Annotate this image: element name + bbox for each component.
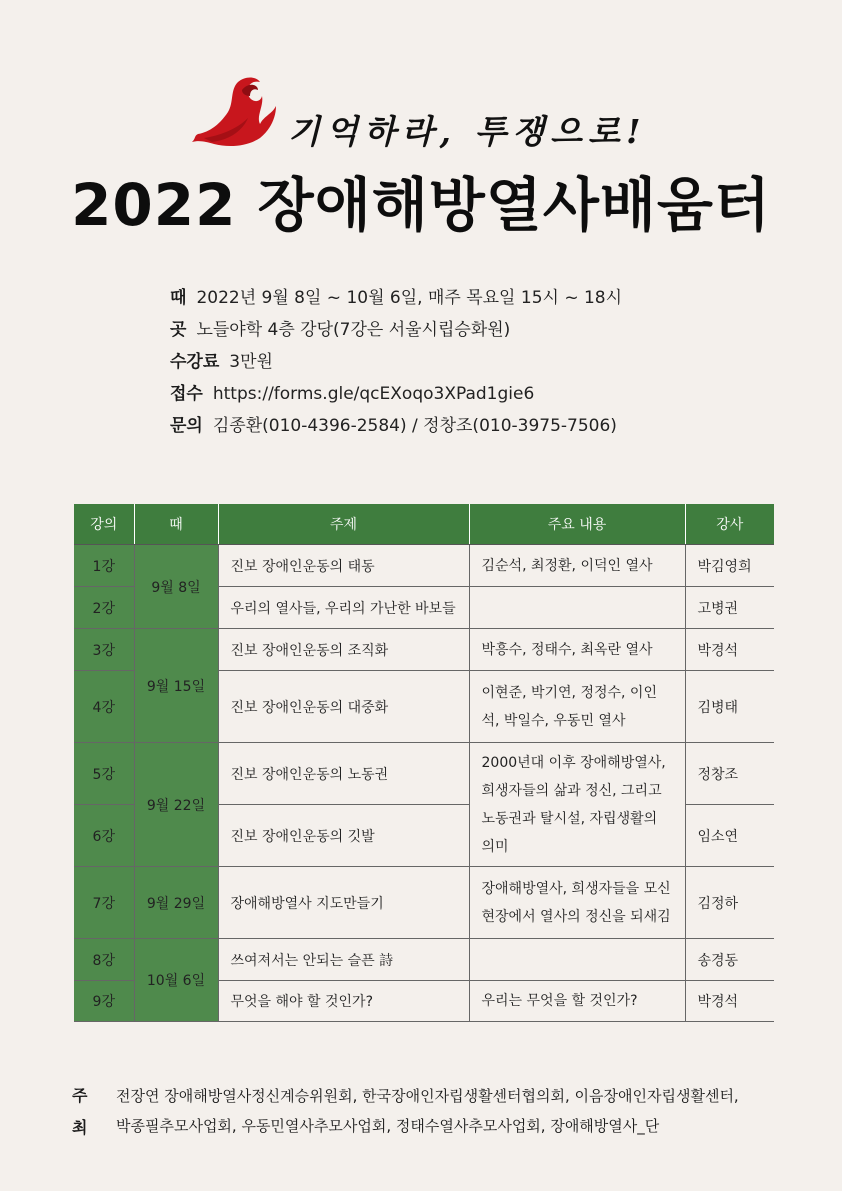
lecture-date: 9월 29일 (134, 867, 218, 939)
column-header-date: 때 (134, 504, 218, 545)
flame-icon (190, 72, 290, 152)
column-header-content: 주요 내용 (469, 504, 685, 545)
lecture-number: 8강 (74, 939, 134, 981)
info-value: 김종환(010-4396-2584) / 정창조(010-3975-7506) (212, 416, 617, 436)
lecture-topic: 진보 장애인운동의 태동 (218, 545, 469, 587)
lecture-topic: 진보 장애인운동의 조직화 (218, 629, 469, 671)
info-row-registration (170, 378, 622, 410)
lecture-content: 박흥수, 정태수, 최옥란 열사 (469, 629, 685, 671)
table-row (74, 629, 774, 671)
lecture-content (469, 587, 685, 629)
info-key: 때 (170, 288, 187, 308)
lecture-teacher: 김병태 (685, 671, 774, 743)
lecture-topic: 우리의 열사들, 우리의 가난한 바보들 (218, 587, 469, 629)
lecture-number: 4강 (74, 671, 134, 743)
lecture-topic: 진보 장애인운동의 대중화 (218, 671, 469, 743)
column-header-teacher: 강사 (685, 504, 774, 545)
lecture-teacher: 정창조 (685, 743, 774, 805)
lecture-content: 김순석, 최정환, 이덕인 열사 (469, 545, 685, 587)
lecture-number: 5강 (74, 743, 134, 805)
lecture-topic: 쓰여져서는 안되는 슬픈 詩 (218, 939, 469, 981)
lecture-number: 2강 (74, 587, 134, 629)
lecture-number: 9강 (74, 981, 134, 1022)
lecture-number: 1강 (74, 545, 134, 587)
info-value: 3만원 (229, 352, 273, 372)
event-info (170, 282, 622, 442)
lecture-date: 9월 8일 (134, 545, 218, 629)
lecture-topic: 장애해방열사 지도만들기 (218, 867, 469, 939)
lecture-number: 6강 (74, 805, 134, 867)
lecture-content (469, 939, 685, 981)
lecture-content: 이현준, 박기연, 정정수, 이인석, 박일수, 우동민 열사 (469, 671, 685, 743)
lecture-content: 우리는 무엇을 할 것인가? (469, 981, 685, 1022)
page-title: 2022 장애해방열사배움터 (71, 171, 771, 239)
info-key: 곳 (170, 320, 187, 340)
registration-link[interactable]: https://forms.gle/qcEXoqo3XPad1gie6 (212, 384, 535, 404)
poster-header (0, 0, 842, 240)
lecture-teacher: 김정하 (685, 867, 774, 939)
info-row-place (170, 314, 622, 346)
lecture-topic: 진보 장애인운동의 깃발 (218, 805, 469, 867)
lecture-topic: 진보 장애인운동의 노동권 (218, 743, 469, 805)
lecture-number: 7강 (74, 867, 134, 939)
organizers-label: 주최 (72, 1086, 88, 1137)
info-row-time (170, 282, 622, 314)
lecture-teacher: 박경석 (685, 629, 774, 671)
lecture-teacher: 송경동 (685, 939, 774, 981)
lecture-teacher: 박경석 (685, 981, 774, 1022)
column-header-topic: 주제 (218, 504, 469, 545)
info-key: 접수 (170, 384, 203, 404)
lecture-teacher: 박김영희 (685, 545, 774, 587)
table-row (74, 545, 774, 587)
lecture-content: 장애해방열사, 희생자들을 모신 현장에서 열사의 정신을 되새김 (469, 867, 685, 939)
lecture-teacher: 임소연 (685, 805, 774, 867)
organizers-line: 전장연 장애해방열사정신계승위원회, 한국장애인자립생활센터협의회, 이음장애인자립생활센터, (116, 1087, 739, 1105)
column-header-lecture: 강의 (74, 504, 134, 545)
organizers-line: 박종필추모사업회, 우동민열사추모사업회, 정태수열사추모사업회, 장애해방열사_단 (116, 1117, 660, 1135)
lecture-number: 3강 (74, 629, 134, 671)
table-row (74, 867, 774, 939)
lecture-date: 10월 6일 (134, 939, 218, 1022)
lecture-topic: 무엇을 해야 할 것인가? (218, 981, 469, 1022)
schedule-table (74, 504, 774, 1022)
lecture-content: 2000년대 이후 장애해방열사, 희생자들의 삶과 정신, 그리고 노동권과 탈시설, 자립생활의 의미 (469, 743, 685, 867)
info-row-contact (170, 410, 622, 442)
info-value: 노들야학 4층 강당(7강은 서울시립승화원) (196, 320, 511, 340)
info-value: 2022년 9월 8일 ~ 10월 6일, 매주 목요일 15시 ~ 18시 (196, 288, 623, 308)
slogan: 기억하라, 투쟁으로! (288, 112, 647, 151)
info-key: 문의 (170, 416, 203, 436)
table-row (74, 743, 774, 805)
lecture-date: 9월 22일 (134, 743, 218, 867)
info-key: 수강료 (170, 352, 220, 372)
table-header-row (74, 504, 774, 545)
table-row (74, 939, 774, 981)
lecture-date: 9월 15일 (134, 629, 218, 743)
lecture-teacher: 고병권 (685, 587, 774, 629)
info-row-fee (170, 346, 622, 378)
